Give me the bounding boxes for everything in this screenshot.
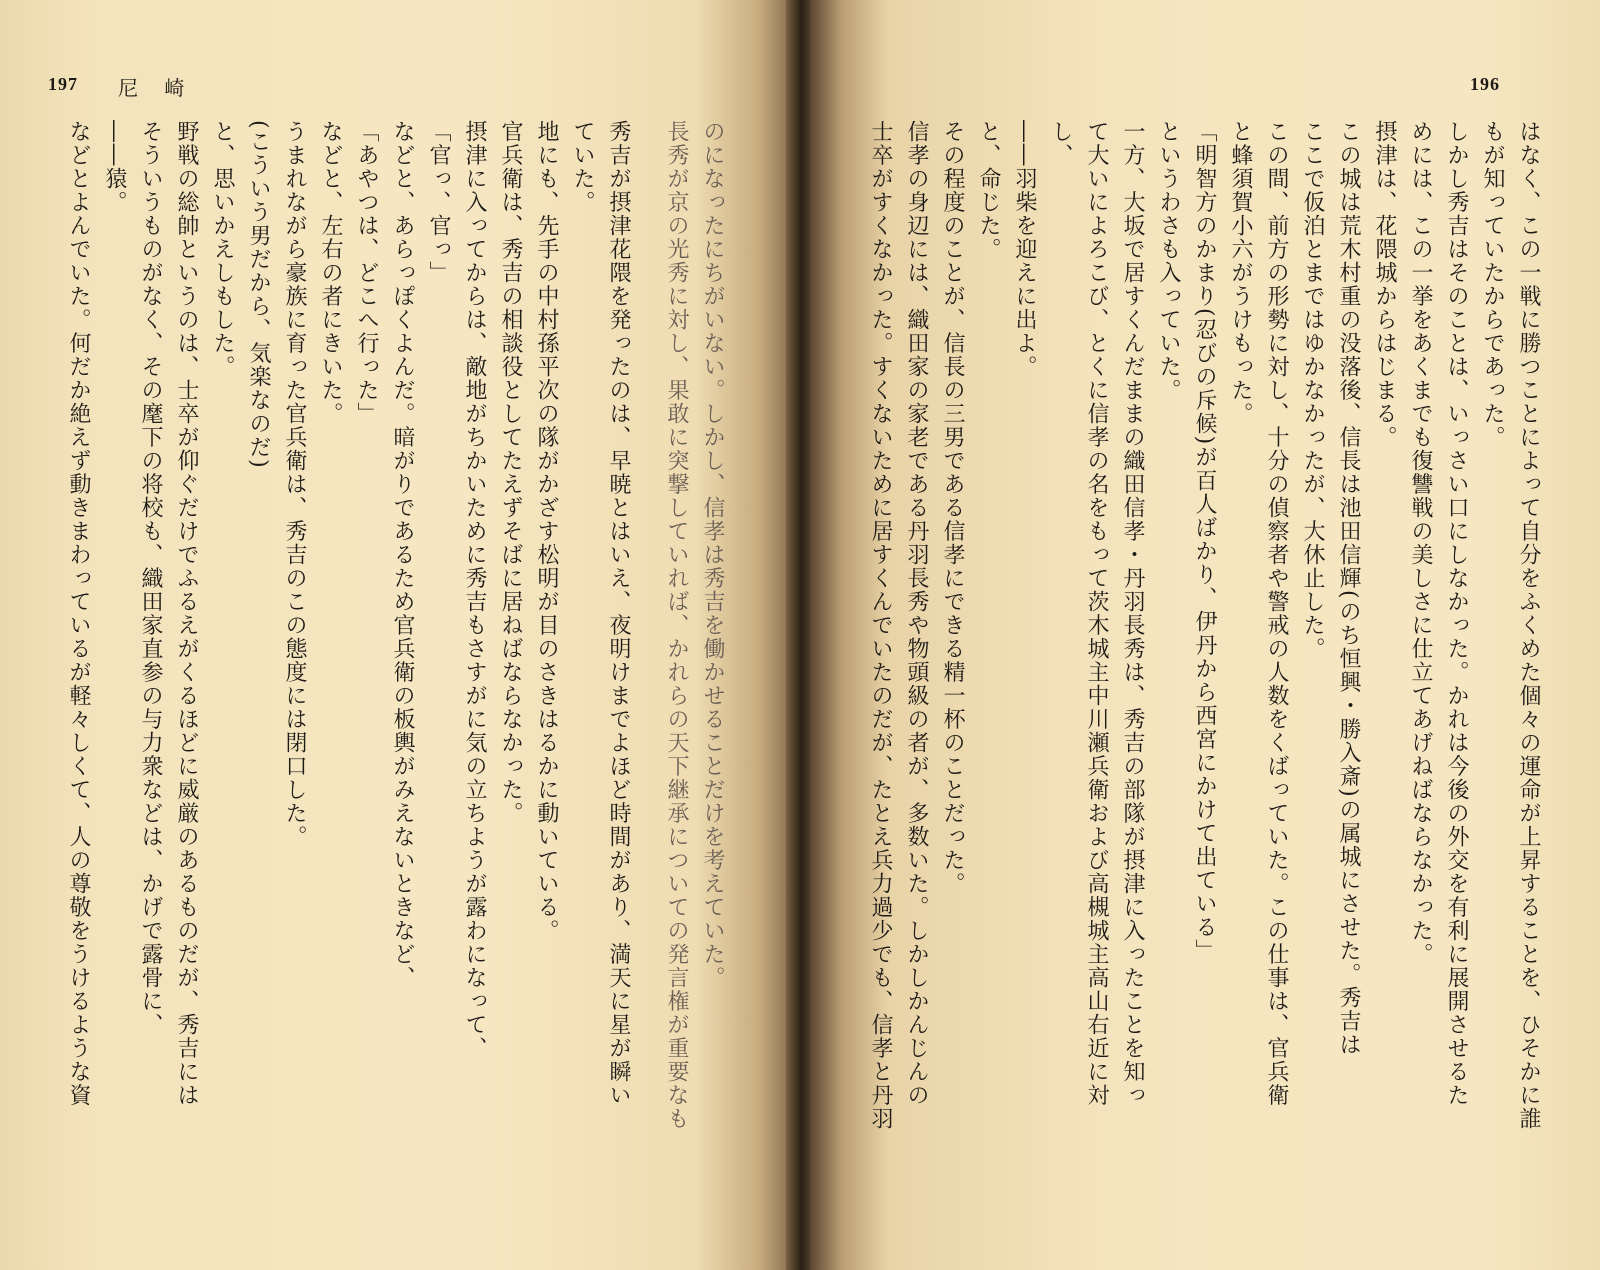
left-page: [0, 0, 790, 1270]
text-line: というわさも入っていた。: [1156, 120, 1181, 402]
text-line: この城は荒木村重の没落後、信長は池田信輝(のち恒興・勝入斎)の属城にさせた。秀吉は: [1336, 120, 1361, 1057]
text-line: と、思いかえしもした。: [210, 120, 235, 379]
text-line: そういうものがなく、その麾下の将校も、織田家直参の与力衆などは、かげで露骨に、: [138, 120, 163, 1037]
text-line: などと、あらっぽくよんだ。暗がりであるため官兵衛の板輿がみえないときなど、: [390, 120, 415, 990]
text-line: ――猿。: [102, 120, 127, 214]
text-line: 官兵衛は、秀吉の相談役としてたえずそばに居ねばならなかった。: [498, 120, 523, 825]
page-number: 197: [48, 74, 78, 94]
right-page-text: [826, 120, 1546, 1180]
right-page: [810, 0, 1600, 1270]
text-line: ここで仮泊とまではゆかなかったが、大休止した。: [1300, 120, 1325, 661]
text-line: のになったにちがいない。しかし、信孝は秀吉を働かせることだけを考えていた。: [700, 120, 725, 990]
text-line: 摂津は、花隈城からはじまる。: [1372, 120, 1397, 449]
text-line: この間、前方の形勢に対し、十分の偵察者や警戒の人数をくばっていた。この仕事は、官兵衛: [1264, 120, 1289, 1107]
text-line: はなく、この一戦に勝つことによって自分をふくめた個々の運命が上昇することを、ひそかに誰: [1516, 120, 1541, 1131]
text-line: し、: [1048, 120, 1073, 167]
text-line: 長秀が京の光秀に対し、果敢に突撃していれば、かれらの天下継承についての発言権が重要なも: [664, 120, 689, 1131]
text-line: と、命じた。: [976, 120, 1001, 261]
text-line: 信孝の身辺には、織田家の家老である丹羽長秀や物頭級の者が、多数いた。しかしかんじんの: [904, 120, 929, 1107]
blank-line: [636, 120, 658, 1180]
running-title: 尼 崎: [118, 76, 195, 100]
text-line: しかし秀吉はそのことは、いっさい口にしなかった。かれは今後の外交を有利に展開させるた: [1444, 120, 1469, 1107]
text-line: 一方、大坂で居すくんだままの織田信孝・丹羽長秀は、秀吉の部隊が摂津に入ったことを知っ: [1120, 120, 1145, 1107]
text-line: 「官っ、官っ」: [426, 120, 451, 285]
text-line: などとよんでいた。何だか絶えず動きまわっているが軽々しくて、人の尊敬をうけるような資: [66, 120, 91, 1107]
text-line: 「あやつは、どこへ行った」: [354, 120, 379, 426]
text-line: 士卒がすくなかった。すくないために居すくんでいたのだが、たとえ兵力過少でも、信孝と丹羽: [868, 120, 893, 1131]
text-line: うまれながら豪族に育った官兵衛は、秀吉のこの態度には閉口した。: [282, 120, 307, 849]
text-line: その程度のことが、信長の三男である信孝にできる精一杯のことだった。: [940, 120, 965, 896]
text-line: 秀吉が摂津花隈を発ったのは、早暁とはいえ、夜明けまでよほど時間があり、満天に星が瞬い: [606, 120, 631, 1107]
text-line: めには、この一挙をあくまでも復讐戦の美しさに仕立てあげねばならなかった。: [1408, 120, 1433, 966]
text-line: ていた。: [570, 120, 595, 214]
text-line: と蜂須賀小六がうけもった。: [1228, 120, 1253, 426]
text-line: 地にも、先手の中村孫平次の隊がかざす松明が目のさきはるかに動いている。: [534, 120, 559, 943]
text-line: などと、左右の者にきいた。: [318, 120, 343, 426]
text-line: 「明智方のかまり(忍びの斥候)が百人ばかり、伊丹から西宮にかけて出ている」: [1192, 120, 1217, 963]
text-line: もが知っていたからであった。: [1480, 120, 1505, 449]
left-page-text: [40, 120, 730, 1180]
text-line: 摂津に入ってからは、敵地がちかいために秀吉もさすがに気の立ちようが露わになって、: [462, 120, 487, 1060]
text-line: ――羽柴を迎えに出よ。: [1012, 120, 1037, 379]
text-line: 野戦の総帥というのは、士卒が仰ぐだけでふるえがくるほどに威厳のあるものだが、秀吉には: [174, 120, 199, 1107]
text-line: て大いによろこび、とくに信孝の名をもって茨木城主中川瀬兵衛および高槻城主高山右近に対: [1084, 120, 1109, 1107]
page-number: 196: [1470, 74, 1500, 94]
text-line: (こういう男だから、気楽なのだ): [246, 120, 271, 470]
